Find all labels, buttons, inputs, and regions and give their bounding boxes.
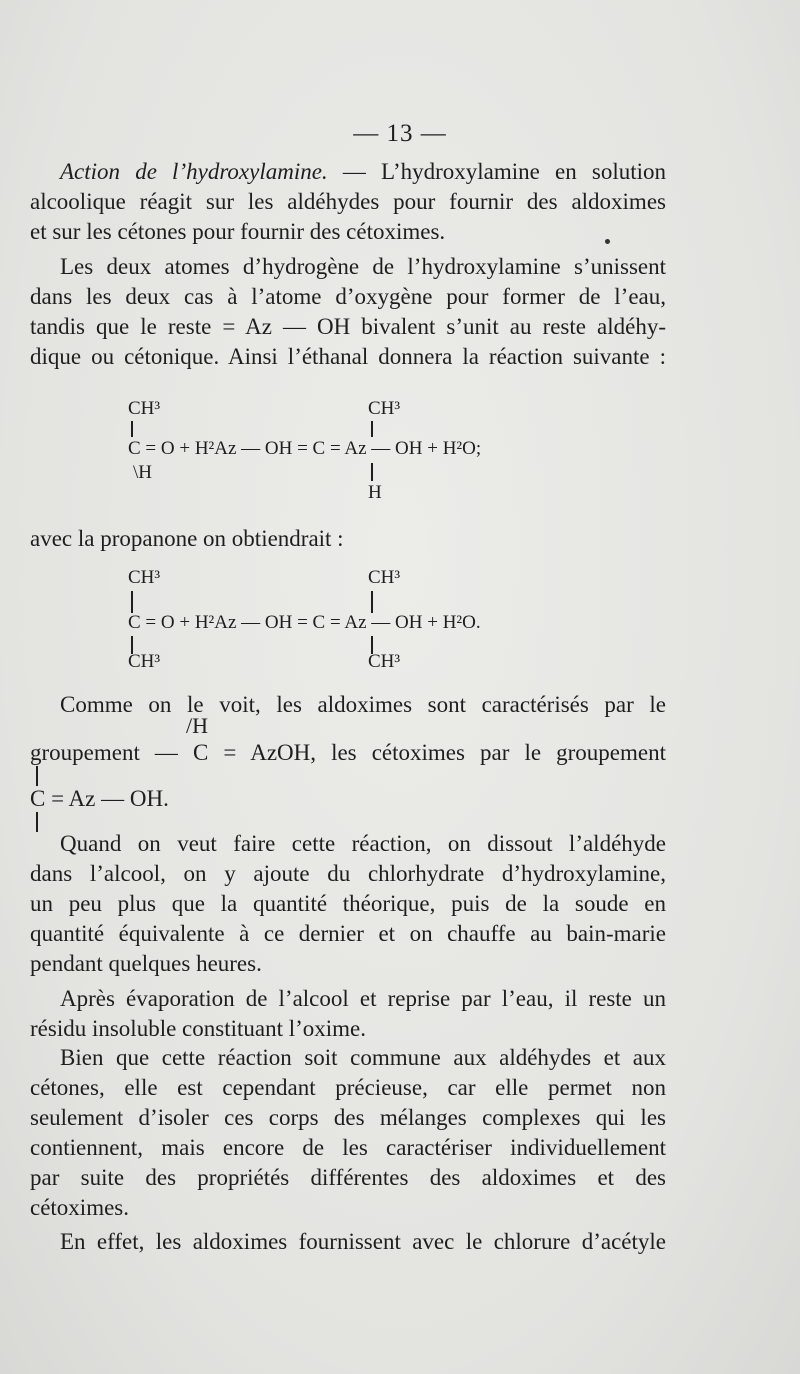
bond-line [371,591,373,613]
text-line: un peu plus que la quantité théorique, puis de la soude en [30,891,666,916]
paragraph-hydrogen-atoms [30,252,666,372]
bond-line [131,421,133,437]
paragraph-acetyl-chloride [30,1227,666,1257]
text-line: Les deux atomes d’hydrogène de l’hydroxylamine s’unissent [60,254,666,279]
formula-top-right: CH³ [368,567,401,588]
formula-main: C = O + H²Az — OH = C = Az — OH + H²O; [128,438,482,459]
text-line: groupement — C = AzOH, les cétoximes par le groupement [30,740,666,765]
formula-branch-h: \H [133,462,152,483]
bond-line [36,766,38,786]
text-line-part: — L’hydroxylamine en solution [327,159,666,184]
text-line: pendant quelques heures. [30,951,262,976]
paragraph-utility [30,1043,666,1223]
text-line: Quand on veut faire cette réaction, on dissout l’aldéhyde [60,831,666,856]
formula-top-right: CH³ [368,398,401,419]
text-line: dans l’alcool, on y ajoute du chlorhydrate d’hydroxylamine, [30,861,666,886]
page-number: — 13 — [353,120,447,147]
text-line: cétoximes. [30,1195,129,1220]
text-line: Bien que cette réaction soit commune aux aldéhydes et aux [60,1045,666,1070]
bond-line [371,421,373,437]
text-line: par suite des propriétés différentes des aldoximes et des [30,1165,666,1190]
formula-bottom-left: CH³ [128,651,161,672]
bond-line [131,591,133,613]
text-line: C = Az — OH. [30,786,169,811]
text-line: dique ou cétonique. Ainsi l’éthanal donnera la réaction suivante : [30,344,666,369]
text-line: tandis que le reste = Az — OH bivalent s’unit au reste aldéhy- [30,314,666,339]
text-line [30,157,666,187]
paragraph-evaporation [30,984,666,1044]
formula-bottom-right: H [368,482,382,503]
text-line: Comme on le voit, les aldoximes sont caractérisés par le [60,692,666,717]
bond-line [371,463,373,481]
text-line: contiennent, mais encore de les caractériser individuellement [30,1135,666,1160]
paragraph-propanone [30,524,666,554]
formula-bottom-right: CH³ [368,651,401,672]
text-line: dans les deux cas à l’atome d’oxygène pour former de l’eau, [30,284,666,309]
ink-speck [605,239,610,244]
text-line: Après évaporation de l’alcool et reprise par l’eau, il reste un [60,986,666,1011]
formula-h-superscript: /H [186,713,208,738]
paragraph-hydroxylamine-intro [30,157,666,247]
text-line: En effet, les aldoximes fournissent avec le chlorure d’acétyle [60,1229,666,1254]
formula-top-left: CH³ [128,567,161,588]
formula-top-left: CH³ [128,398,161,419]
text-line: et sur les cétones pour fournir des cétoximes. [30,219,446,244]
paragraph-oxime-groups [30,690,666,720]
text-line: avec la propanone on obtiendrait : [30,526,344,551]
text-line: alcoolique réagit sur les aldéhydes pour fournir des aldoximes [30,189,666,214]
text-line: seulement d’isoler ces corps des mélanges complexes qui les [30,1105,666,1130]
paragraph-oxime-groups-end [30,784,666,814]
text-line: résidu insoluble constituant l’oxime. [30,1016,367,1041]
text-line: quantité équivalente à ce dernier et on chauffe au bain-marie [30,921,666,946]
text-line: cétones, elle est cependant précieuse, car elle permet non [30,1075,666,1100]
paragraph-procedure [30,829,666,979]
formula-main: C = O + H²Az — OH = C = Az — OH + H²O. [128,612,481,633]
paragraph-oxime-groups-cont [30,738,666,768]
section-title: Action de l’hydroxylamine. [60,159,328,184]
